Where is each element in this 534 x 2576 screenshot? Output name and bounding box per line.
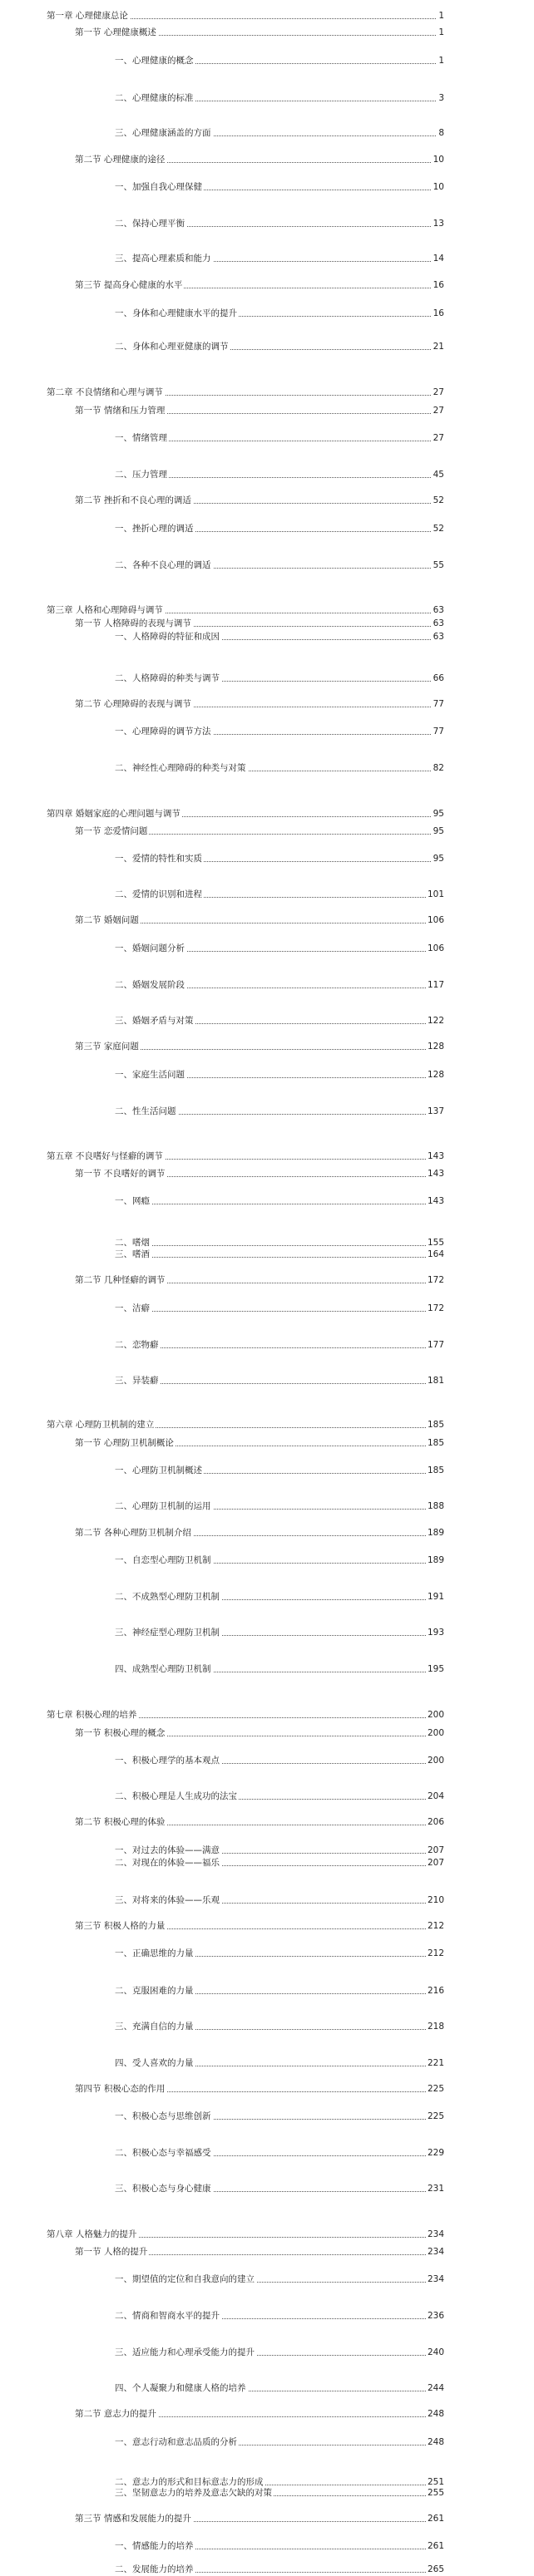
page-number: 45 — [433, 470, 444, 480]
dot-leader — [123, 1347, 443, 1348]
toc-item-label: 二、积极心态与幸福感受 — [115, 2148, 211, 2158]
page-number: 248 — [427, 2409, 444, 2419]
toc-entry-item — [0, 2184, 534, 2194]
dot-leader — [123, 1311, 443, 1312]
toc-section-label: 第二节 积极心理的体验 — [75, 1817, 166, 1827]
toc-entry-item — [0, 1501, 534, 1512]
page-number: 77 — [433, 727, 444, 736]
toc-entry-item — [0, 1845, 534, 1856]
toc-entry-item — [0, 2383, 534, 2394]
toc-entry-item — [0, 1106, 534, 1117]
toc-item-label: 二、积极心理是人生成功的法宝 — [115, 1791, 237, 1801]
toc-item-label: 二、婚姻发展阶段 — [115, 980, 185, 990]
toc-entry-item — [0, 2541, 534, 2552]
page-number: 185 — [427, 1420, 444, 1430]
toc-entry-section — [0, 495, 534, 506]
page-number: 225 — [427, 2111, 444, 2121]
toc-entry-item — [0, 1592, 534, 1603]
page-number: 117 — [427, 980, 444, 990]
toc-item-label: 一、挫折心理的调适 — [115, 524, 194, 534]
toc-section-label: 第二节 意志力的提升 — [75, 2409, 156, 2419]
toc-section-label: 第二节 心理障碍的表现与调节 — [75, 699, 191, 709]
toc-entry-item — [0, 980, 534, 991]
toc-entry-item — [0, 632, 534, 643]
toc-item-label: 四、受人喜欢的力量 — [115, 2058, 194, 2068]
page-number: 27 — [433, 387, 444, 397]
toc-entry-item — [0, 1948, 534, 1959]
toc-entry-item — [0, 2022, 534, 2032]
toc-entry-section — [0, 1817, 534, 1828]
page-number: 212 — [427, 1921, 444, 1931]
page-number: 200 — [427, 1710, 444, 1720]
toc-item-label: 四、成熟型心理防卫机制 — [115, 1664, 211, 1674]
toc-item-label: 一、对过去的体验——满意 — [115, 1845, 220, 1855]
dot-leader — [123, 1245, 443, 1246]
toc-item-label: 一、情绪管理 — [115, 433, 167, 443]
toc-item-label: 一、洁癖 — [115, 1303, 150, 1313]
page-number: 251 — [427, 2477, 444, 2487]
toc-item-label: 一、心理障碍的调节方法 — [115, 727, 211, 736]
toc-chapter-label: 第五章 不良嗜好与怪癖的调节 — [47, 1151, 163, 1161]
page-number: 27 — [433, 406, 444, 416]
toc-chapter-label: 第三章 人格和心理障碍与调节 — [47, 605, 163, 615]
toc-section-label: 第一节 心理健康概述 — [75, 27, 156, 37]
page-number: 137 — [427, 1106, 444, 1116]
page-number: 229 — [427, 2148, 444, 2158]
toc-item-label: 一、爱情的特性和实质 — [115, 854, 202, 864]
toc-item-label: 二、克服困难的力量 — [115, 1986, 194, 1996]
toc-entry-section — [0, 280, 534, 291]
page-number: 185 — [427, 1438, 444, 1448]
toc-entry-section — [0, 699, 534, 710]
page-number: 143 — [427, 1169, 444, 1179]
toc-section-label: 第一节 心理防卫机制概论 — [75, 1438, 174, 1448]
toc-section-label: 第二节 心理健康的途径 — [75, 155, 166, 165]
page-number: 77 — [433, 699, 444, 709]
page-number: 234 — [427, 2247, 444, 2257]
page-number: 143 — [427, 1196, 444, 1206]
toc-entry-item — [0, 524, 534, 534]
toc-entry-item — [0, 1249, 534, 1260]
dot-leader — [123, 1257, 443, 1258]
toc-entry-chapter — [0, 387, 534, 398]
page-number: 13 — [433, 219, 444, 229]
toc-item-label: 一、人格障碍的特征和成因 — [115, 632, 220, 642]
toc-entry-item — [0, 1664, 534, 1675]
toc-entry-item — [0, 2477, 534, 2488]
toc-chapter-label: 第二章 不良情绪和心理与调节 — [47, 387, 163, 397]
toc-item-label: 一、情感能力的培养 — [115, 2541, 194, 2551]
toc-entry-chapter — [0, 2229, 534, 2240]
toc-entry-chapter — [0, 1420, 534, 1431]
toc-item-label: 三、神经症型心理防卫机制 — [115, 1628, 220, 1638]
page-number: 52 — [433, 495, 444, 505]
page-number: 16 — [433, 280, 444, 290]
page-number: 191 — [427, 1592, 444, 1602]
toc-entry-section — [0, 915, 534, 926]
toc-item-label: 四、个人凝聚力和健康人格的培养 — [115, 2383, 246, 2393]
page-number: 185 — [427, 1465, 444, 1475]
toc-section-label: 第一节 人格的提升 — [75, 2247, 148, 2257]
toc-item-label: 二、恋物癖 — [115, 1340, 159, 1350]
toc-item-label: 三、积极心态与身心健康 — [115, 2184, 211, 2194]
toc-item-label: 三、心理健康涵盖的方面 — [115, 128, 211, 138]
page-number: 193 — [427, 1628, 444, 1638]
toc-item-label: 三、充满自信的力量 — [115, 2022, 194, 2032]
page-number: 14 — [433, 254, 444, 264]
toc-entry-item — [0, 2111, 534, 2122]
page-number: 106 — [427, 915, 444, 925]
toc-entry-item — [0, 2148, 534, 2159]
toc-entry-section — [0, 1169, 534, 1180]
toc-entry-item — [0, 854, 534, 864]
toc-entry-item — [0, 2488, 534, 2499]
page-number: 231 — [427, 2184, 444, 2194]
toc-item-label: 三、坚韧意志力的培养及意志欠缺的对策 — [115, 2488, 272, 2498]
page-number: 8 — [438, 128, 444, 138]
page-number: 21 — [433, 342, 444, 352]
page-number: 63 — [433, 618, 444, 628]
page-number: 143 — [427, 1151, 444, 1161]
toc-entry-section — [0, 27, 534, 38]
page-number: 244 — [427, 2383, 444, 2393]
toc-entry-section — [0, 155, 534, 165]
toc-item-label: 三、对将来的体验——乐观 — [115, 1895, 220, 1905]
page-number: 164 — [427, 1249, 444, 1259]
toc-section-label: 第一节 不良嗜好的调节 — [75, 1169, 166, 1179]
toc-entry-item — [0, 219, 534, 229]
page-number: 1 — [438, 11, 444, 21]
page-number: 66 — [433, 673, 444, 683]
page-number: 128 — [427, 1070, 444, 1080]
toc-item-label: 一、正确思维的力量 — [115, 1948, 194, 1958]
page-number: 16 — [433, 308, 444, 318]
page-number: 95 — [433, 809, 444, 819]
toc-entry-item — [0, 889, 534, 900]
toc-item-label: 二、神经性心理障碍的种类与对策 — [115, 763, 246, 773]
toc-section-label: 第二节 几种怪癖的调节 — [75, 1275, 166, 1285]
toc-item-label: 二、身体和心理亚健康的调节 — [115, 342, 229, 352]
page-number: 248 — [427, 2437, 444, 2447]
toc-entry-item — [0, 182, 534, 193]
toc-item-label: 二、不成熟型心理防卫机制 — [115, 1592, 220, 1602]
page-number: 265 — [427, 2564, 444, 2574]
toc-entry-item — [0, 2437, 534, 2448]
toc-item-label: 一、家庭生活问题 — [115, 1070, 185, 1080]
toc-entry-item — [0, 1016, 534, 1027]
page-number: 1 — [438, 27, 444, 37]
toc-section-label: 第一节 人格障碍的表现与调节 — [75, 618, 191, 628]
page-number: 216 — [427, 1986, 444, 1996]
dot-leader — [123, 477, 443, 478]
page-number: 240 — [427, 2347, 444, 2357]
toc-item-label: 二、爱情的识别和进程 — [115, 889, 202, 899]
page-number: 106 — [427, 943, 444, 953]
toc-section-label: 第三节 提高身心健康的水平 — [75, 280, 183, 290]
toc-item-label: 二、心理防卫机制的运用 — [115, 1501, 211, 1511]
toc-entry-section — [0, 2084, 534, 2095]
toc-entry-item — [0, 1986, 534, 1997]
page-number: 234 — [427, 2229, 444, 2239]
toc-entry-item — [0, 1756, 534, 1766]
toc-item-label: 一、心理健康的概念 — [115, 56, 194, 66]
page-number: 172 — [427, 1303, 444, 1313]
toc-item-label: 二、意志力的形式和目标意志力的形成 — [115, 2477, 264, 2487]
toc-entry-item — [0, 470, 534, 480]
page-number: 188 — [427, 1501, 444, 1511]
page-number: 189 — [427, 1555, 444, 1565]
toc-item-label: 三、嗜酒 — [115, 1249, 150, 1259]
toc-entry-item — [0, 433, 534, 444]
page-number: 95 — [433, 826, 444, 836]
page-number: 210 — [427, 1895, 444, 1905]
toc-item-label: 二、对现在的体验——福乐 — [115, 1858, 220, 1868]
toc-entry-item — [0, 1465, 534, 1476]
page-number: 52 — [433, 524, 444, 534]
toc-section-label: 第一节 情绪和压力管理 — [75, 406, 166, 416]
toc-entry-item — [0, 2347, 534, 2358]
page-number: 261 — [427, 2514, 444, 2524]
page-number: 55 — [433, 560, 444, 570]
toc-item-label: 一、加强自我心理保健 — [115, 182, 202, 192]
toc-item-label: 三、提高心理素质和能力 — [115, 254, 211, 264]
toc-entry-item — [0, 308, 534, 319]
toc-entry-chapter — [0, 809, 534, 820]
page-number: 218 — [427, 2022, 444, 2032]
toc-entry-section — [0, 618, 534, 629]
page-number: 234 — [427, 2274, 444, 2284]
page-number: 82 — [433, 763, 444, 773]
toc-entry-section — [0, 2514, 534, 2524]
page-number: 189 — [427, 1528, 444, 1538]
page-number: 63 — [433, 605, 444, 615]
toc-section-label: 第三节 积极人格的力量 — [75, 1921, 166, 1931]
toc-item-label: 三、婚姻矛盾与对策 — [115, 1016, 194, 1026]
page-number: 212 — [427, 1948, 444, 1958]
page-number: 204 — [427, 1791, 444, 1801]
toc-item-label: 二、压力管理 — [115, 470, 167, 480]
page-number: 261 — [427, 2541, 444, 2551]
toc-entry-item — [0, 1070, 534, 1081]
page-number: 155 — [427, 1238, 444, 1248]
page-number: 206 — [427, 1817, 444, 1827]
page-number: 95 — [433, 854, 444, 864]
page-number: 128 — [427, 1042, 444, 1052]
page-number: 195 — [427, 1664, 444, 1674]
toc-item-label: 一、积极心态与思维创新 — [115, 2111, 211, 2121]
page-number: 172 — [427, 1275, 444, 1285]
toc-chapter-label: 第四章 婚姻家庭的心理问题与调节 — [47, 809, 180, 819]
toc-item-label: 一、身体和心理健康水平的提升 — [115, 308, 237, 318]
toc-section-label: 第三节 家庭问题 — [75, 1042, 139, 1052]
toc-entry-item — [0, 1303, 534, 1314]
page-number: 181 — [427, 1376, 444, 1386]
toc-section-label: 第一节 恋爱情问题 — [75, 826, 148, 836]
page-number: 122 — [427, 1016, 444, 1026]
toc-entry-section — [0, 1275, 534, 1286]
toc-entry-chapter — [0, 1710, 534, 1721]
toc-item-label: 一、积极心理学的基本观点 — [115, 1756, 220, 1766]
toc-section-label: 第二节 挫折和不良心理的调适 — [75, 495, 191, 505]
toc-item-label: 三、适应能力和心理承受能力的提升 — [115, 2347, 255, 2357]
toc-item-label: 二、心理健康的标准 — [115, 93, 194, 103]
toc-item-label: 二、情商和智商水平的提升 — [115, 2311, 220, 2321]
toc-item-label: 二、保持心理平衡 — [115, 219, 185, 229]
toc-entry-section — [0, 1528, 534, 1539]
toc-entry-section — [0, 406, 534, 416]
toc-entry-item — [0, 254, 534, 264]
toc-entry-section — [0, 2409, 534, 2420]
toc-entry-item — [0, 1895, 534, 1906]
toc-item-label: 二、人格障碍的种类与调节 — [115, 673, 220, 683]
toc-item-label: 二、性生活问题 — [115, 1106, 176, 1116]
page-number: 177 — [427, 1340, 444, 1350]
toc-item-label: 二、嗜烟 — [115, 1238, 150, 1248]
toc-item-label: 一、婚姻问题分析 — [115, 943, 185, 953]
toc-chapter-label: 第八章 人格魅力的提升 — [47, 2229, 137, 2239]
toc-entry-item — [0, 943, 534, 954]
toc-entry-item — [0, 2564, 534, 2575]
page-number: 10 — [433, 182, 444, 192]
page-number: 207 — [427, 1858, 444, 1868]
toc-item-label: 一、意志行动和意志品质的分析 — [115, 2437, 237, 2447]
toc-item-label: 一、心理防卫机制概述 — [115, 1465, 202, 1475]
toc-item-label: 一、期望值的定位和自我意向的建立 — [115, 2274, 255, 2284]
toc-entry-item — [0, 2274, 534, 2285]
toc-entry-item — [0, 1238, 534, 1249]
toc-entry-item — [0, 1628, 534, 1638]
toc-entry-item — [0, 673, 534, 684]
toc-entry-item — [0, 763, 534, 774]
toc-entry-item — [0, 56, 534, 66]
toc-item-label: 一、自恋型心理防卫机制 — [115, 1555, 211, 1565]
toc-entry-item — [0, 128, 534, 139]
toc-item-label: 一、网瘾 — [115, 1196, 150, 1206]
toc-entry-item — [0, 2058, 534, 2069]
page-number: 27 — [433, 433, 444, 443]
page-number: 221 — [427, 2058, 444, 2068]
toc-entry-section — [0, 1921, 534, 1932]
toc-entry-item — [0, 1196, 534, 1207]
page-number: 63 — [433, 632, 444, 642]
toc-entry-section — [0, 2247, 534, 2258]
page-number: 1 — [438, 56, 444, 66]
toc-entry-section — [0, 1728, 534, 1739]
toc-item-label: 三、异装癖 — [115, 1376, 159, 1386]
toc-entry-item — [0, 342, 534, 352]
toc-entry-section — [0, 1042, 534, 1052]
toc-entry-section — [0, 1438, 534, 1449]
toc-entry-item — [0, 93, 534, 104]
toc-section-label: 第二节 婚姻问题 — [75, 915, 139, 925]
toc-entry-chapter — [0, 11, 534, 22]
toc-item-label: 二、各种不良心理的调适 — [115, 560, 211, 570]
toc-chapter-label: 第一章 心理健康总论 — [47, 11, 128, 21]
page-number: 200 — [427, 1756, 444, 1766]
toc-entry-item — [0, 560, 534, 571]
toc-chapter-label: 第六章 心理防卫机制的建立 — [47, 1420, 155, 1430]
toc-entry-item — [0, 1791, 534, 1802]
page-number: 10 — [433, 155, 444, 165]
toc-chapter-label: 第七章 积极心理的培养 — [47, 1710, 137, 1720]
toc-entry-section — [0, 826, 534, 837]
page-number: 255 — [427, 2488, 444, 2498]
page-number: 200 — [427, 1728, 444, 1738]
toc-entry-item — [0, 1858, 534, 1869]
toc-item-label: 二、发展能力的培养 — [115, 2564, 194, 2574]
page-number: 3 — [438, 93, 444, 103]
toc-entry-item — [0, 727, 534, 737]
dot-leader — [123, 1383, 443, 1384]
toc-section-label: 第二节 各种心理防卫机制介绍 — [75, 1528, 191, 1538]
toc-entry-item — [0, 1555, 534, 1566]
page-number: 101 — [427, 889, 444, 899]
toc-entry-item — [0, 1376, 534, 1387]
toc-section-label: 第四节 积极心态的作用 — [75, 2084, 166, 2094]
toc-entry-chapter — [0, 605, 534, 616]
toc-entry-item — [0, 1340, 534, 1351]
toc-entry-chapter — [0, 1151, 534, 1162]
page-number: 236 — [427, 2311, 444, 2321]
page-number: 207 — [427, 1845, 444, 1855]
page-number: 225 — [427, 2084, 444, 2094]
toc-entry-item — [0, 2311, 534, 2322]
toc-section-label: 第一节 积极心理的概念 — [75, 1728, 166, 1738]
toc-section-label: 第三节 情感和发展能力的提升 — [75, 2514, 191, 2524]
